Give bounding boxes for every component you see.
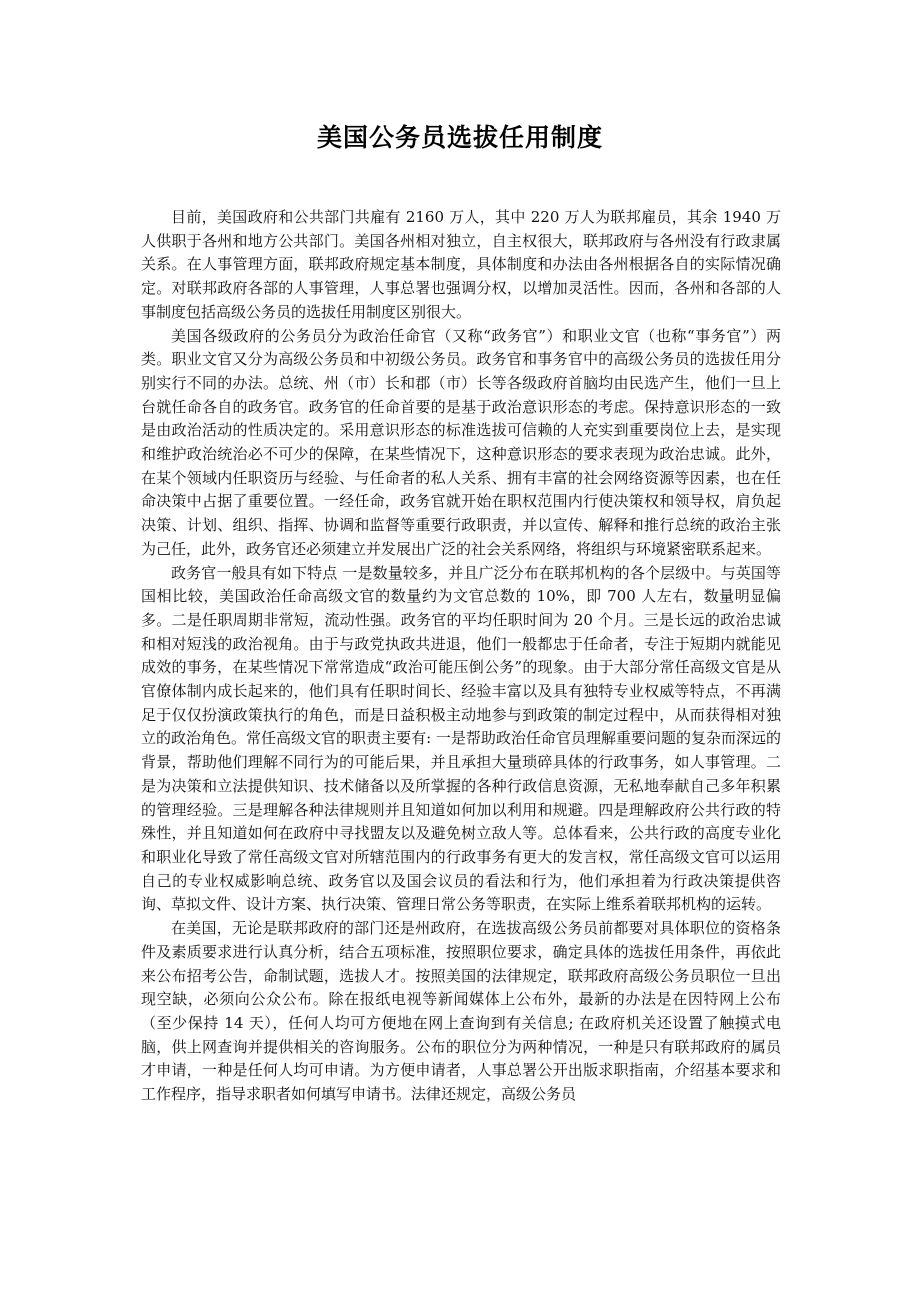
document-title: 美国公务员选拔任用制度 xyxy=(316,123,603,152)
document-body xyxy=(141,206,781,1107)
paragraph-1: 目前，美国政府和公共部门共雇有 2160 万人，其中 220 万人为联邦雇员，其余 1940 万人供职于各州和地方公共部门。美国各州相对独立，自主权很大，联邦政府与各州没有行政隶属关系。在人事管理方面，联邦政府规定基本制度，具体制度和办法由各州根据各自的实际情况确定。对联邦政府各部的人事管理，人事总署也强调分权，以增加灵活性。因而，各州和各部的人事制度包括高级公务员的选拔任用制度区别很大。 xyxy=(141,208,781,321)
paragraph-3: 政务官一般具有如下特点 一是数量较多，并且广泛分布在联邦机构的各个层级中。与英国等国相比较，美国政治任命高级文官的数量约为文官总数的 10%，即 700 人左右，数量明显偏多。二是任职周期非常短，流动性强。政务官的平均任职时间为 20 个月。三是长远的政治忠诚和相对短浅的政治视角。由于与政党执政共进退，他们一般都忠于任命者，专注于短期内就能见成效的事务，在某些情况下常常造成“政治可能压倒公务”的现象。由于大部分常任高级文官是从官僚体制内成长起来的，他们具有任职时间长、经验丰富以及具有独特专业权威等特点，不再满足于仅仅扮演政策执行的角色，而是日益积极主动地参与到政策的制定过程中，从而获得相对独立的政治角色。常任高级文官的职责主要有: 一是帮助政治任命官员理解重要问题的复杂而深远的背景，帮助他们理解不同行为的可能后果，并且承担大量琐碎具体的行政事务，如人事管理。二是为决策和立法提供知识、技术储备以及所掌握的各种行政信息资源，无私地奉献自己多年积累的管理经验。三是理解各种法律规则并且知道如何加以利用和规避。四是理解政府公共行政的特殊性，并且知道如何在政府中寻找盟友以及避免树立敌人等。总体看来，公共行政的高度专业化和职业化导致了常任高级文官对所辖范围内的行政事务有更大的发言权，常任高级文官可以运用自己的专业权威影响总统、政务官以及国会议员的看法和行为，他们承担着为行政决策提供咨询、草拟文件、设计方案、执行决策、管理日常公务等职责，在实际上维系着联邦机构的运转。 xyxy=(141,563,781,914)
paragraph-4: 在美国，无论是联邦政府的部门还是州政府，在选拔高级公务员前都要对具体职位的资格条件及素质要求进行认真分析，结合五项标准，按照职位要求，确定具体的选拔任用条件，再依此来公布招考公告，命制试题，选拔人才。按照美国的法律规定，联邦政府高级公务员职位一旦出现空缺，必须向公众公布。除在报纸电视等新闻媒体上公布外，最新的办法是在因特网上公布（至少保持 14 天），任何人均可方便地在网上查询到有关信息; 在政府机关还设置了触摸式电脑，供上网查询并提供相关的咨询服务。公布的职位分为两种情况，一种是只有联邦政府的属员才申请，一种是任何人均可申请。为方便申请者，人事总署公开出版求职指南，介绍基本要求和工作程序，指导求职者如何填写申请书。法律还规定，高级公务员 xyxy=(141,919,781,1104)
paragraph-2: 美国各级政府的公务员分为政治任命官（又称“政务官”）和职业文官（也称“事务官”）两类。职业文官又分为高级公务员和中初级公务员。政务官和事务官中的高级公务员的选拔任用分别实行不同的办法。总统、州（市）长和郡（市）长等各级政府首脑均由民选产生，他们一旦上台就任命各自的政务官。政务官的任命首要的是基于政治意识形态的考虑。保持意识形态的一致是由政治活动的性质决定的。采用意识形态的标准选拔可信赖的人充实到重要岗位上去，是实现和维护政治统治必不可少的保障，在某些情况下，这种意识形态的要求表现为政治忠诚。此外，在某个领域内任职资历与经验、与任命者的私人关系、拥有丰富的社会网络资源等因素，也在任命决策中占据了重要位置。一经任命，政务官就开始在职权范围内行使决策权和领导权，肩负起决策、计划、组织、指挥、协调和监督等重要行政职责，并以宣传、解释和推行总统的政治主张为己任，此外，政务官还必须建立并发展出广泛的社会关系网络，将组织与环境紧密联系起来。 xyxy=(141,326,781,558)
